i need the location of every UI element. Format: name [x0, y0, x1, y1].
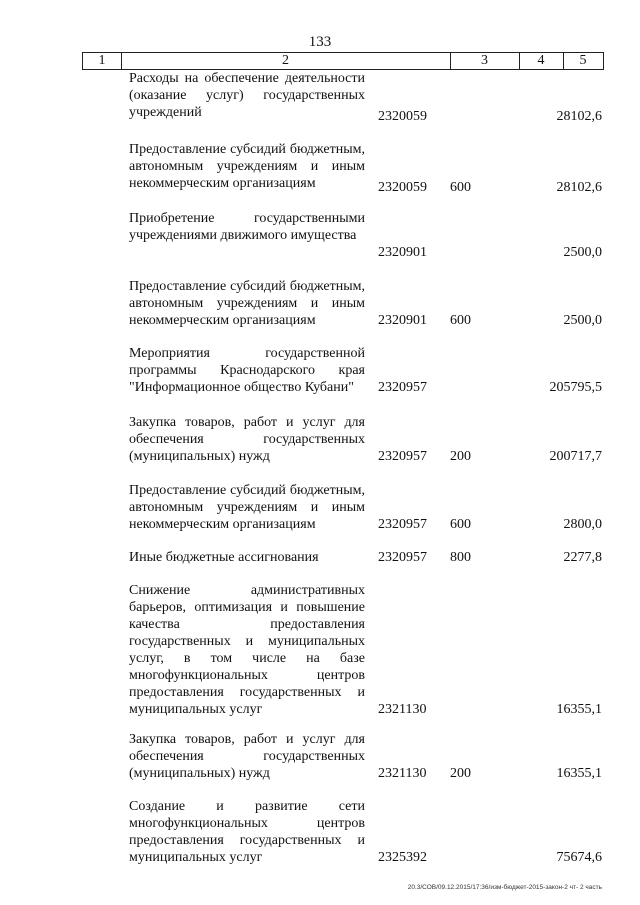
row-description: Закупка товаров, работ и услуг для обеспечения государственных (муниципальных) нужд [129, 415, 365, 464]
row-amount: 2500,0 [563, 245, 602, 260]
document-footer: 20.3/СОВ/09.12.2015/17:36/изм-бюджет-2015-закон-2 чт- 2 часть [407, 884, 602, 891]
row-code: 2321130 [378, 702, 427, 717]
row-description: Снижение административных барьеров, оптимизация и повышение качества предоставления государственных и муниципальных услуг, в том числе на базе многофункциональных центров предоставления государственных и муниципальных услуг [129, 583, 365, 717]
row-code: 2320059 [378, 180, 427, 195]
row-description: Предоставление субсидий бюджетным, автономным учреждениям и иным некоммерческим организациям [129, 483, 365, 532]
row-description: Мероприятия государственной программы Краснодарского края "Информационное общество Кубани" [129, 346, 365, 395]
row-type: 600 [450, 313, 471, 328]
row-type: 600 [450, 180, 471, 195]
row-description: Закупка товаров, работ и услуг для обеспечения государственных (муниципальных) нужд [129, 732, 365, 781]
row-type: 200 [450, 449, 471, 464]
row-code: 2320901 [378, 245, 427, 260]
row-amount: 75674,6 [556, 850, 602, 865]
row-code: 2320901 [378, 313, 427, 328]
row-description: Предоставление субсидий бюджетным, автономным учреждениям и иным некоммерческим организациям [129, 279, 365, 328]
header-col-2: 2 [121, 53, 451, 69]
table-header [82, 52, 604, 70]
row-code: 2320957 [378, 449, 427, 464]
header-col-1: 1 [83, 53, 122, 69]
row-code: 2320957 [378, 517, 427, 532]
row-code: 2325392 [378, 850, 427, 865]
row-amount: 28102,6 [556, 109, 602, 124]
row-description: Иные бюджетные ассигнования [129, 550, 319, 565]
row-code: 2320957 [378, 550, 427, 565]
row-code: 2320957 [378, 380, 427, 395]
row-amount: 2500,0 [563, 313, 602, 328]
header-col-5: 5 [579, 53, 587, 68]
header-col-3: 3 [450, 53, 520, 69]
row-code: 2320059 [378, 109, 427, 124]
row-type: 200 [450, 766, 471, 781]
row-amount: 16355,1 [556, 766, 602, 781]
header-col-4: 4 [519, 53, 564, 69]
row-description: Приобретение государственными учреждениями движимого имущества [129, 211, 365, 243]
page-number: 133 [308, 34, 332, 50]
row-description: Расходы на обеспечение деятельности (оказание услуг) государственных учреждений [129, 71, 365, 120]
row-code: 2321130 [378, 766, 427, 781]
row-amount: 16355,1 [556, 702, 602, 717]
row-amount: 2277,8 [563, 550, 602, 565]
row-description: Предоставление субсидий бюджетным, автономным учреждениям и иным некоммерческим организациям [129, 142, 365, 191]
row-type: 600 [450, 517, 471, 532]
row-amount: 205795,5 [549, 380, 602, 395]
row-amount: 2800,0 [563, 517, 602, 532]
row-amount: 28102,6 [556, 180, 602, 195]
row-type: 800 [450, 550, 471, 565]
row-description: Создание и развитие сети многофункциональных центров предоставления государственных и муниципальных услуг [129, 799, 365, 865]
row-amount: 200717,7 [549, 449, 602, 464]
